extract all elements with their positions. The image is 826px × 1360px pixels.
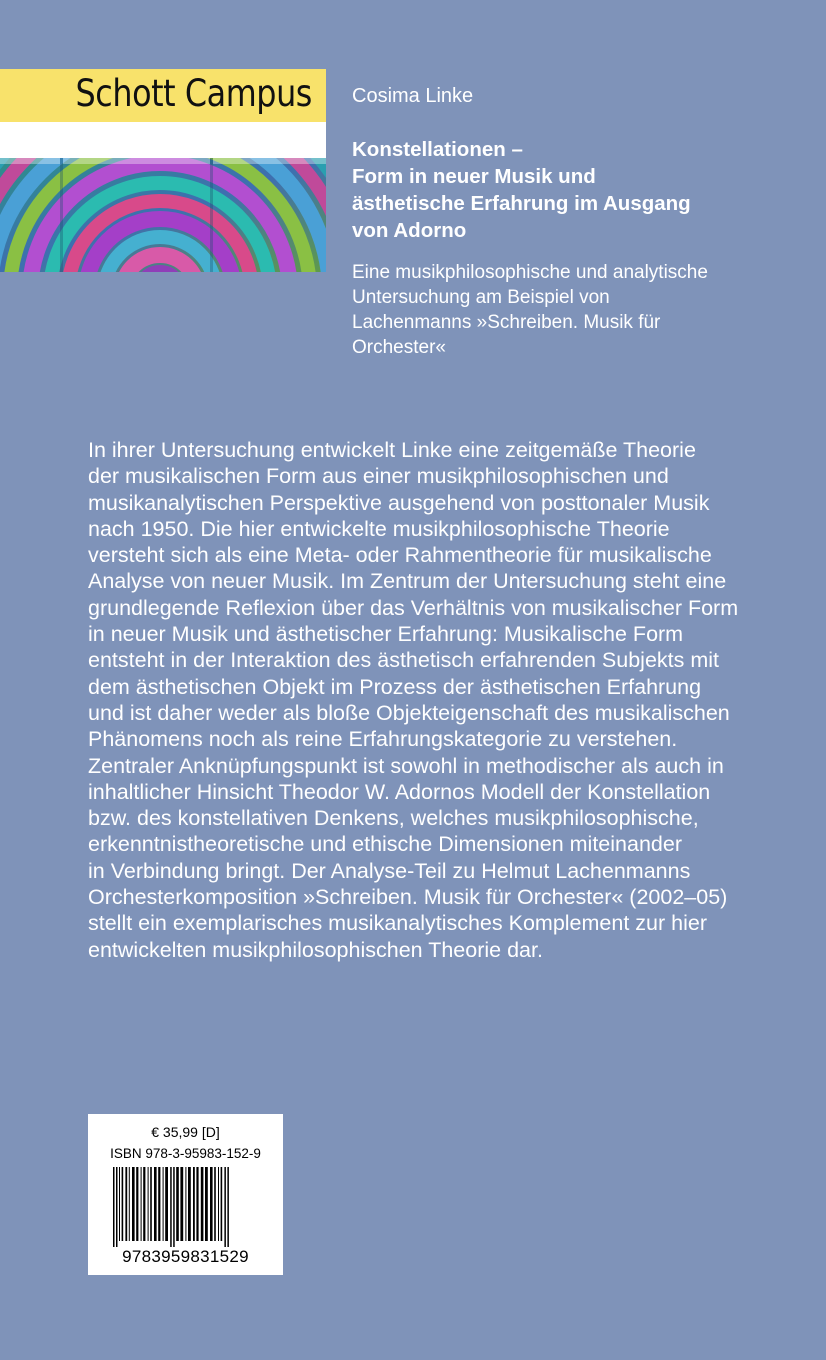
author-name: Cosima Linke xyxy=(352,85,474,107)
ean-number: 9783959831529 xyxy=(122,1247,249,1266)
blurb-text xyxy=(88,437,808,963)
subtitle-line: Orchester« xyxy=(352,337,446,358)
subtitle-line: Untersuchung am Beispiel von xyxy=(352,287,610,308)
barcode-bar xyxy=(125,1167,127,1241)
blurb-line: bzw. des konstellativen Denkens, welches musikphilosophische, xyxy=(88,806,699,831)
blurb-line: entwickelten musikphilosophischen Theorie dar. xyxy=(88,937,543,962)
barcode-bar xyxy=(210,1167,213,1241)
subtitle-line: Eine musikphilosophische und analytische xyxy=(352,262,708,283)
barcode-bar xyxy=(173,1167,175,1247)
blurb-line: Zentraler Anknüpfungspunkt ist sowohl in methodischer als auch in xyxy=(88,753,724,778)
barcode-bar xyxy=(141,1167,142,1241)
title-line: Form in neuer Musik und xyxy=(352,165,596,188)
blurb-line: Analyse von neuer Musik. Im Zentrum der Untersuchung steht eine xyxy=(88,569,727,594)
blurb-line: stellt ein exemplarisches musikanalytisches Komplement zur hier xyxy=(88,911,707,936)
blurb-line: inhaltlicher Hinsicht Theodor W. Adornos Modell der Konstellation xyxy=(88,779,711,804)
blurb-line: Phänomens noch als reine Erfahrungskategorie zu verstehen. xyxy=(88,727,678,752)
publisher-logo-text: Schott Campus xyxy=(75,72,312,115)
barcode-bar xyxy=(180,1167,183,1241)
barcode-bar xyxy=(165,1167,168,1241)
barcode-bar xyxy=(218,1167,219,1241)
blurb-line: in neuer Musik und ästhetischer Erfahrung: Musikalische Form xyxy=(88,622,684,647)
barcode-bar xyxy=(116,1167,118,1247)
blurb-line: und ist daher weder als bloße Objekteigenschaft des musikalischen xyxy=(88,700,730,725)
blurb-line: erkenntnistheoretische und ethische Dimensionen miteinander xyxy=(88,832,682,857)
barcode-bar xyxy=(205,1167,208,1241)
blurb-line: nach 1950. Die hier entwickelte musikphilosophische Theorie xyxy=(88,516,670,541)
barcode-label xyxy=(88,1114,283,1275)
title-line: ästhetische Erfahrung im Ausgang xyxy=(352,192,691,215)
barcode-bar xyxy=(148,1167,149,1241)
barcode-bar xyxy=(176,1167,179,1241)
price: € 35,99 [D] xyxy=(151,1124,220,1140)
blurb-line: In ihrer Untersuchung entwickelt Linke eine zeitgemäße Theorie xyxy=(88,438,696,462)
blurb-line: musikanalytischen Perspektive ausgehend von posttonaler Musik xyxy=(88,490,710,515)
book-title xyxy=(352,136,792,244)
barcode-bar xyxy=(185,1167,186,1241)
barcode-bar xyxy=(163,1167,164,1241)
barcode-bar xyxy=(154,1167,157,1241)
concentric-rings-image xyxy=(0,158,326,272)
barcode-bar xyxy=(224,1167,226,1247)
title-line: Konstellationen – xyxy=(352,138,523,161)
brand-band xyxy=(0,69,326,122)
blurb-line: dem ästhetischen Objekt im Prozess der ästhetischen Erfahrung xyxy=(88,674,702,699)
blurb-line: Orchesterkomposition »Schreiben. Musik für Orchester« (2002–05) xyxy=(88,885,728,910)
barcode-bar xyxy=(129,1167,130,1241)
barcode-bar xyxy=(214,1167,216,1241)
barcode-bar xyxy=(196,1167,198,1241)
barcode-bar xyxy=(193,1167,195,1241)
blurb-line: der musikalischen Form aus einer musikphilosophischen und xyxy=(88,464,669,489)
barcode-bar xyxy=(170,1167,172,1247)
book-subtitle xyxy=(352,260,802,360)
isbn: ISBN 978-3-95983-152-9 xyxy=(110,1146,261,1161)
barcode-bar xyxy=(188,1167,191,1241)
barcode-bar xyxy=(158,1167,160,1241)
barcode-bar xyxy=(113,1167,115,1247)
barcode-bar xyxy=(132,1167,135,1241)
blurb-line: entsteht in der Interaktion des ästhetisch erfahrenden Subjekts mit xyxy=(88,648,720,673)
barcode-bars xyxy=(113,1167,258,1247)
barcode-bar xyxy=(227,1167,229,1247)
title-line: von Adorno xyxy=(352,219,467,242)
blurb-line: versteht sich als eine Meta- oder Rahmentheorie für musikalische xyxy=(88,543,712,568)
barcode-bar xyxy=(143,1167,145,1241)
barcode-bar xyxy=(221,1167,223,1241)
blurb-line: grundlegende Reflexion über das Verhältnis von musikalischer Form xyxy=(88,595,739,620)
barcode-bar xyxy=(136,1167,138,1241)
cover-artwork xyxy=(0,158,326,272)
subtitle-line: Lachenmanns »Schreiben. Musik für xyxy=(352,312,661,333)
blurb-line: in Verbindung bringt. Der Analyse-Teil zu Helmut Lachenmanns xyxy=(88,858,691,883)
barcode-bar xyxy=(150,1167,152,1241)
barcode-bar xyxy=(119,1167,120,1241)
barcode-bar xyxy=(122,1167,124,1241)
barcode-bar xyxy=(201,1167,204,1241)
white-stripe xyxy=(0,122,326,158)
